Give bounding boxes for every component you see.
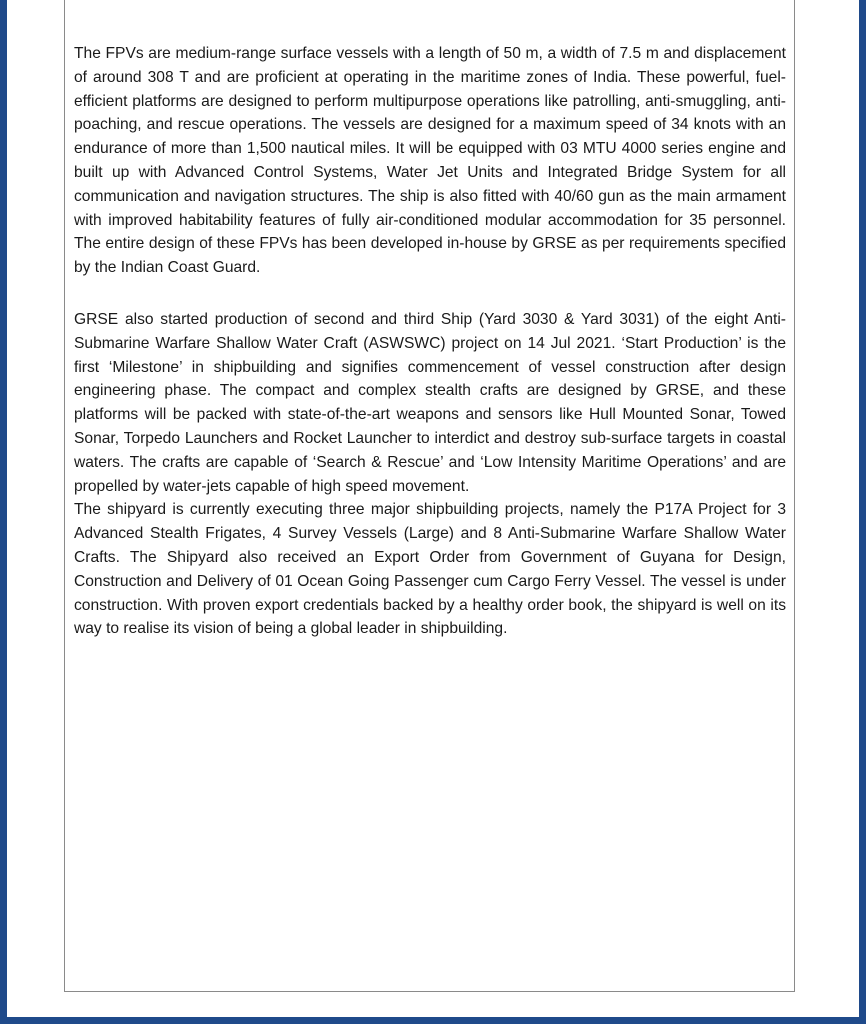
document-body [74,42,786,641]
paragraph-fpv-specifications: The FPVs are medium-range surface vessels with a length of 50 m, a width of 7.5 m and displacement of around 308 T and are proficient at operating in the maritime zones of India. These powerful, fuel-efficient platforms are designed to perform multipurpose operations like patrolling, anti-smuggling, anti-poaching, and rescue operations. The vessels are designed for a maximum speed of 34 knots with an endurance of more than 1,500 nautical miles. It will be equipped with 03 MTU 4000 series engine and built up with Advanced Control Systems, Water Jet Units and Integrated Bridge System for all communication and navigation structures. The ship is also fitted with 40/60 gun as the main armament with improved habitability features of fully air-conditioned modular accommodation for 35 personnel. The entire design of these FPVs has been developed in-house by GRSE as per requirements specified by the Indian Coast Guard. [74,45,786,277]
paragraph-shipyard-projects: The shipyard is currently executing three major shipbuilding projects, namely the P17A Project for 3 Advanced Stealth Frigates, 4 Survey Vessels (Large) and 8 Anti-Submarine Warfare Shallow Water Crafts. The Shipyard also received an Export Order from Government of Guyana for Design, Construction and Delivery of 01 Ocean Going Passenger cum Cargo Ferry Vessel. The vessel is under construction. With proven export credentials backed by a healthy order book, the shipyard is well on its way to realise its vision of being a global leader in shipbuilding. [74,501,786,638]
paragraph-aswswc-production: GRSE also started production of second and third Ship (Yard 3030 & Yard 3031) of the eight Anti-Submarine Warfare Shallow Water Craft (ASWSWC) project on 14 Jul 2021. ‘Start Production’ is the first ‘Milestone’ in shipbuilding and signifies commencement of vessel construction after design engineering phase. The compact and complex stealth crafts are designed by GRSE, and these platforms will be packed with state-of-the-art weapons and sensors like Hull Mounted Sonar, Towed Sonar, Torpedo Launchers and Rocket Launcher to interdict and destroy sub-surface targets in coastal waters. The crafts are capable of ‘Search & Rescue’ and ‘Low Intensity Maritime Operations’ and are propelled by water-jets capable of high speed movement. [74,310,786,495]
